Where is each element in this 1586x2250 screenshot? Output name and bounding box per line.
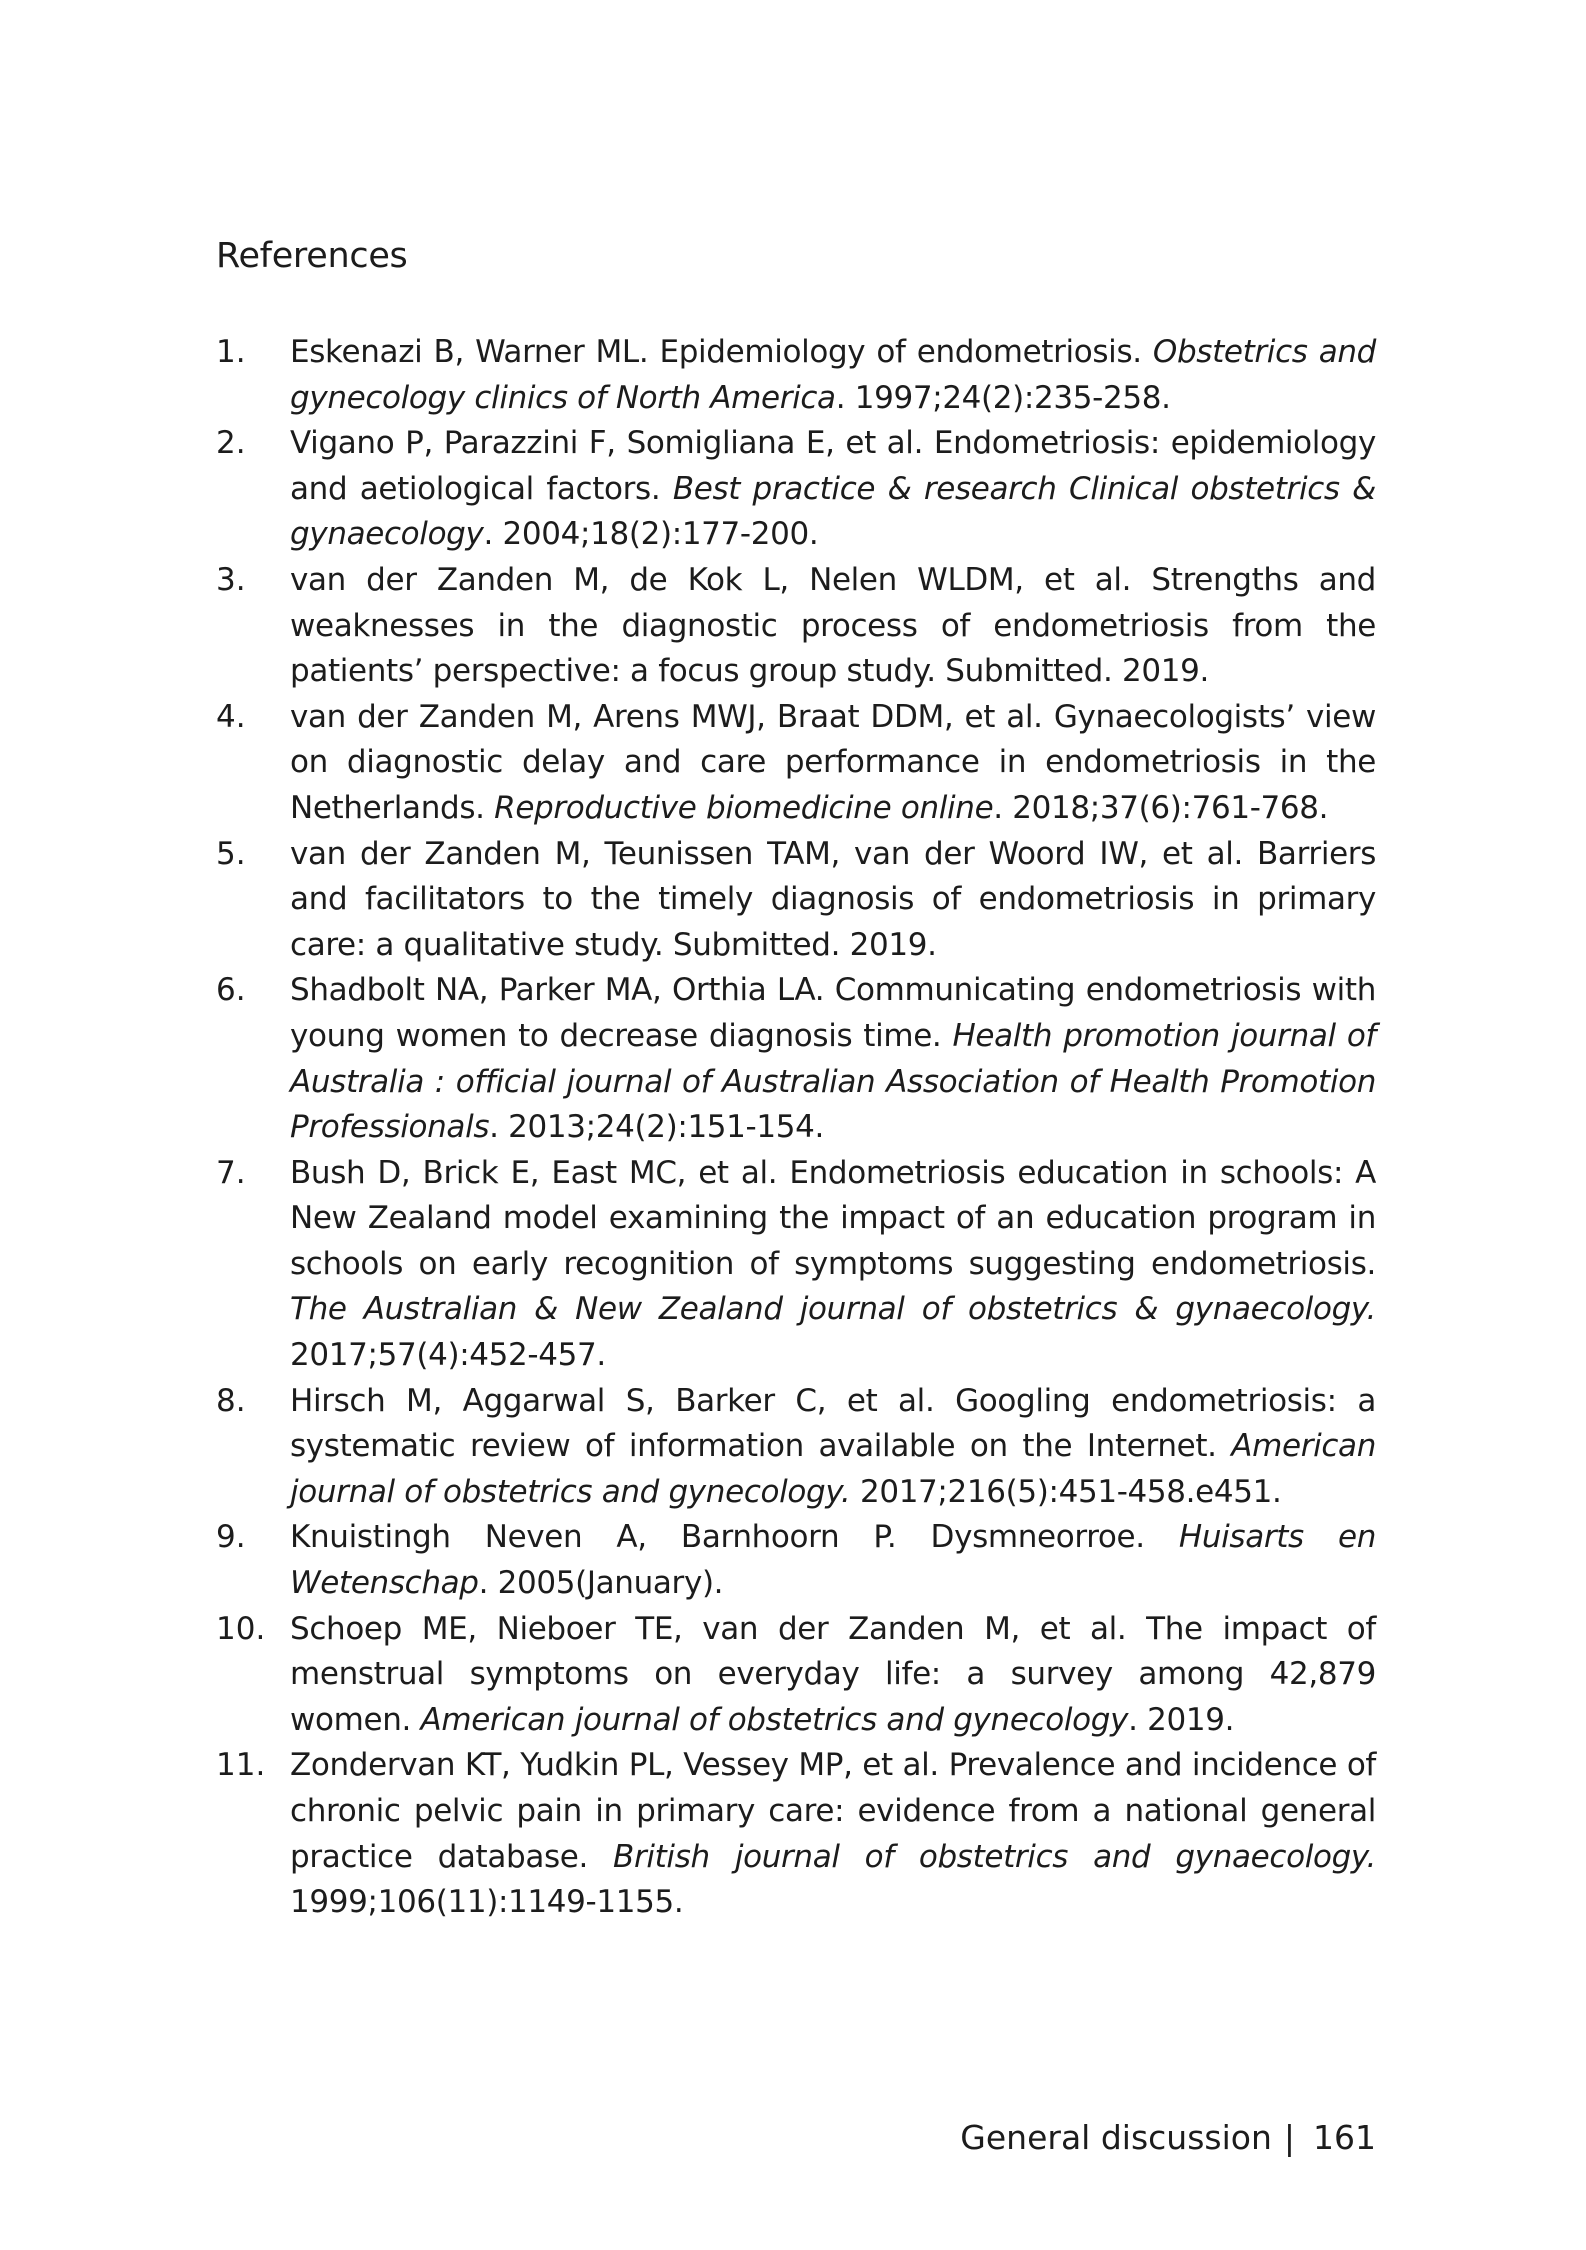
reference-text bbox=[290, 832, 1376, 969]
reference-journal: British journal of obstetrics and gynaecology. bbox=[613, 1838, 1377, 1875]
reference-list bbox=[216, 330, 1376, 1926]
reference-item bbox=[216, 330, 1376, 421]
reference-authors-title: Vigano P, Parazzini F, Somigliana E, et al. Endometriosis: epidemiology and aetiological factors. bbox=[290, 425, 1376, 507]
reference-authors-title: Shadbolt NA, Parker MA, Orthia LA. Communicating endometriosis with young women to decrease diagnosis time. bbox=[290, 972, 1376, 1054]
reference-text bbox=[290, 558, 1376, 695]
reference-item bbox=[216, 421, 1376, 558]
reference-journal: The Australian & New Zealand journal of obstetrics & gynaecology. bbox=[290, 1291, 1376, 1328]
reference-number: 11. bbox=[216, 1747, 266, 1784]
reference-details: 1999;106(11):1149-1155. bbox=[290, 1884, 684, 1921]
reference-authors-title: Hirsch M, Aggarwal S, Barker C, et al. Googling endometriosis: a systematic review of information available on the Internet. bbox=[290, 1382, 1376, 1465]
reference-authors-title: Knuistingh Neven A, Barnhoorn P. Dysmneorroe. bbox=[290, 1519, 1179, 1556]
reference-item bbox=[216, 1607, 1376, 1744]
reference-number: 2. bbox=[216, 425, 246, 462]
reference-authors-title: van der Zanden M, de Kok L, Nelen WLDM, et al. Strengths and weaknesses in the diagnostic process of endometriosis from the patients’ perspective: a focus group study. Submitted. 2019. bbox=[290, 561, 1376, 690]
reference-journal: Health promotion journal of Australia : official journal of Australian Association of Health Promotion Professionals bbox=[290, 1017, 1376, 1146]
reference-text bbox=[290, 1151, 1376, 1379]
reference-details: . 2019. bbox=[1128, 1701, 1235, 1738]
reference-number: 9. bbox=[216, 1519, 246, 1556]
reference-item bbox=[216, 1743, 1376, 1925]
reference-details: . 2005(January). bbox=[478, 1565, 724, 1602]
reference-journal: Best practice & research Clinical obstetrics & gynaecology bbox=[290, 470, 1376, 553]
reference-number: 4. bbox=[216, 698, 246, 735]
reference-number: 5. bbox=[216, 835, 246, 872]
reference-details: . 2013;24(2):151-154. bbox=[489, 1109, 825, 1146]
reference-authors-title: van der Zanden M, Teunissen TAM, van der Woord IW, et al. Barriers and facilitators to the timely diagnosis of endometriosis in primary care: a qualitative study. Submitted. 2019. bbox=[290, 835, 1376, 963]
reference-details: 2017;216(5):451-458.e451. bbox=[850, 1473, 1282, 1510]
reference-journal: Huisarts en Wetenschap bbox=[290, 1519, 1376, 1602]
reference-number: 8. bbox=[216, 1382, 246, 1419]
reference-authors-title: Zondervan KT, Yudkin PL, Vessey MP, et al. Prevalence and incidence of chronic pelvic pain in primary care: evidence from a national general practice database. bbox=[290, 1747, 1376, 1875]
reference-text bbox=[290, 968, 1376, 1150]
reference-details: . 2018;37(6):761-768. bbox=[993, 789, 1329, 826]
reference-number: 3. bbox=[216, 561, 246, 598]
reference-details: . 1997;24(2):235-258. bbox=[835, 379, 1171, 416]
footer-separator: | bbox=[1283, 2118, 1295, 2157]
reference-authors-title: Eskenazi B, Warner ML. Epidemiology of endometriosis. bbox=[290, 334, 1153, 370]
reference-journal: American journal of obstetrics and gynecology. bbox=[290, 1428, 1376, 1510]
reference-authors-title: van der Zanden M, Arens MWJ, Braat DDM, et al. Gynaecologists’ view on diagnostic delay and care performance in endometriosis in the Netherlands. bbox=[290, 698, 1376, 826]
reference-journal: Reproductive biomedicine online bbox=[494, 789, 994, 826]
reference-number: 10. bbox=[216, 1610, 266, 1647]
reference-item bbox=[216, 1151, 1376, 1379]
reference-text bbox=[290, 1607, 1376, 1744]
page-title: References bbox=[216, 236, 408, 276]
reference-details: 2017;57(4):452-457. bbox=[290, 1337, 606, 1374]
reference-text bbox=[290, 1379, 1376, 1516]
reference-journal: American journal of obstetrics and gynecology bbox=[420, 1701, 1129, 1738]
reference-item bbox=[216, 968, 1376, 1150]
reference-text bbox=[290, 1743, 1376, 1925]
reference-details: . 2004;18(2):177-200. bbox=[483, 516, 819, 553]
reference-text bbox=[290, 421, 1376, 558]
reference-journal: Obstetrics and gynecology clinics of North America bbox=[290, 334, 1376, 416]
reference-item bbox=[216, 832, 1376, 969]
reference-item bbox=[216, 1379, 1376, 1516]
reference-authors-title: Bush D, Brick E, East MC, et al. Endometriosis education in schools: A New Zealand model examining the impact of an education program in schools on early recognition of symptoms suggesting endometriosis. bbox=[290, 1154, 1376, 1282]
reference-item bbox=[216, 558, 1376, 695]
page-footer bbox=[960, 2118, 1376, 2157]
reference-number: 1. bbox=[216, 334, 246, 370]
footer-section-title: General discussion bbox=[960, 2118, 1272, 2157]
reference-item bbox=[216, 1515, 1376, 1606]
reference-item bbox=[216, 695, 1376, 832]
reference-authors-title: Schoep ME, Nieboer TE, van der Zanden M, et al. The impact of menstrual symptoms on everyday life: a survey among 42,879 women. bbox=[290, 1610, 1376, 1738]
page-number: 161 bbox=[1313, 2118, 1376, 2157]
reference-number: 6. bbox=[216, 972, 246, 1009]
reference-text bbox=[290, 695, 1376, 832]
reference-number: 7. bbox=[216, 1154, 246, 1191]
reference-text bbox=[290, 330, 1376, 421]
reference-text bbox=[290, 1515, 1376, 1606]
